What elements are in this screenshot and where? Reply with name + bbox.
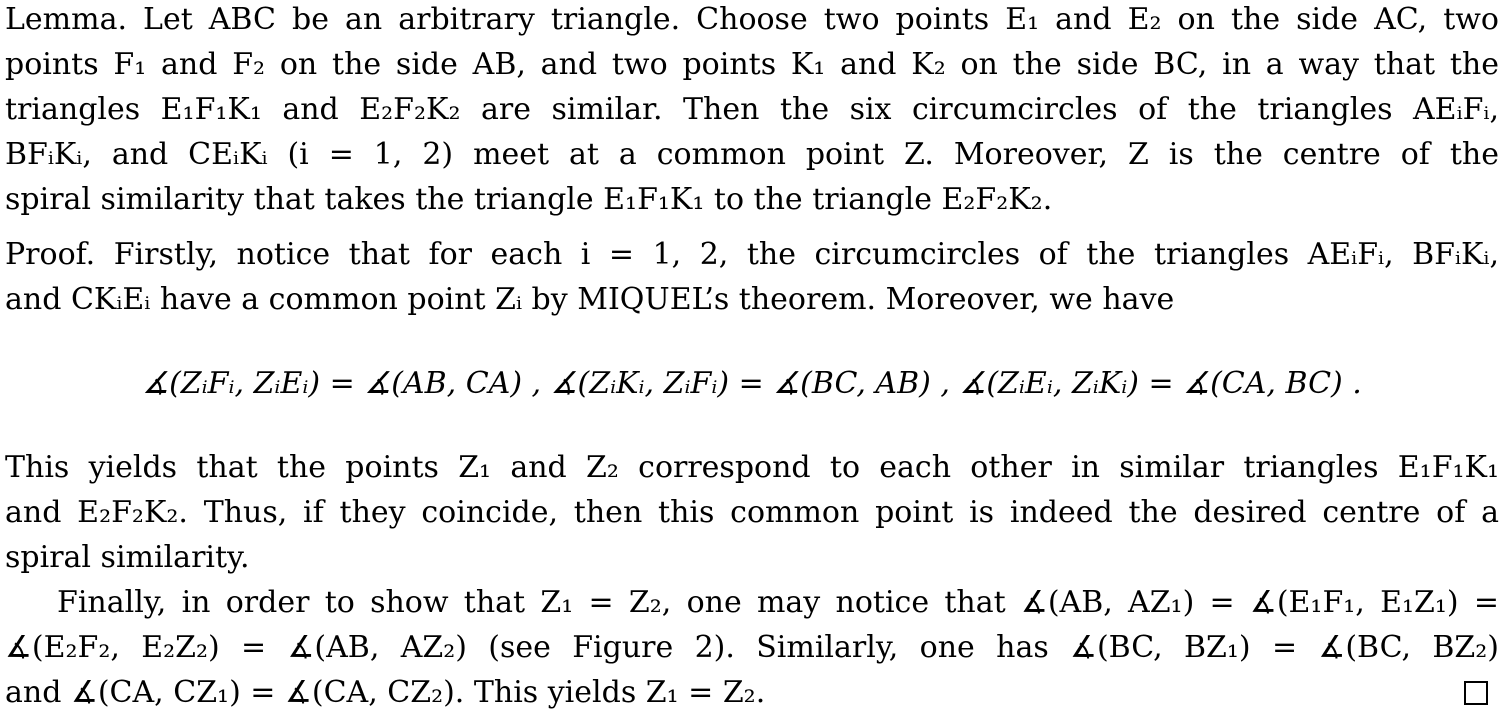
proof-line-3: This yields that the points Z₁ and Z₂ correspond to each other in similar triangles E₁F₁K₁ [5,450,1499,485]
proof-line-4: and E₂F₂K₂. Thus, if they coincide, then this common point is indeed the desired centre of a [5,495,1499,530]
proof-line-5: spiral similarity. [5,540,250,575]
lemma-line-1: Lemma. Let ABC be an arbitrary triangle. Choose two points E₁ and E₂ on the side AC, two [5,2,1499,37]
qed-box-icon [1464,681,1488,705]
proof-line-7: ∡(E₂F₂, E₂Z₂) = ∡(AB, AZ₂) (see Figure 2). Similarly, one has ∡(BC, BZ₁) = ∡(BC, BZ₂) [5,630,1499,665]
proof-line-2: and CKᵢEᵢ have a common point Zᵢ by MIQUEL’s theorem. Moreover, we have [5,282,1175,317]
lemma-line-2: points F₁ and F₂ on the side AB, and two points K₁ and K₂ on the side BC, in a way that the [5,47,1499,82]
lemma-line-4: BFᵢKᵢ, and CEᵢKᵢ (i = 1, 2) meet at a common point Z. Moreover, Z is the centre of the [5,137,1499,172]
display-equation: ∡(ZᵢFᵢ, ZᵢEᵢ) = ∡(AB, CA) , ∡(ZᵢKᵢ, ZᵢFᵢ) = ∡(BC, AB) , ∡(ZᵢEᵢ, ZᵢKᵢ) = ∡(CA, BC) . [142,366,1362,401]
proof-line-8: and ∡(CA, CZ₁) = ∡(CA, CZ₂). This yields Z₁ = Z₂. [5,675,766,710]
lemma-line-5: spiral similarity that takes the triangle E₁F₁K₁ to the triangle E₂F₂K₂. [5,182,1053,217]
proof-line-6: Finally, in order to show that Z₁ = Z₂, one may notice that ∡(AB, AZ₁) = ∡(E₁F₁, E₁Z₁) = [57,585,1499,620]
proof-line-1: Proof. Firstly, notice that for each i = 1, 2, the circumcircles of the triangles AEᵢFᵢ, BFᵢKᵢ, [5,237,1499,272]
lemma-line-3: triangles E₁F₁K₁ and E₂F₂K₂ are similar. Then the six circumcircles of the triangles AEᵢFᵢ, [5,92,1499,127]
